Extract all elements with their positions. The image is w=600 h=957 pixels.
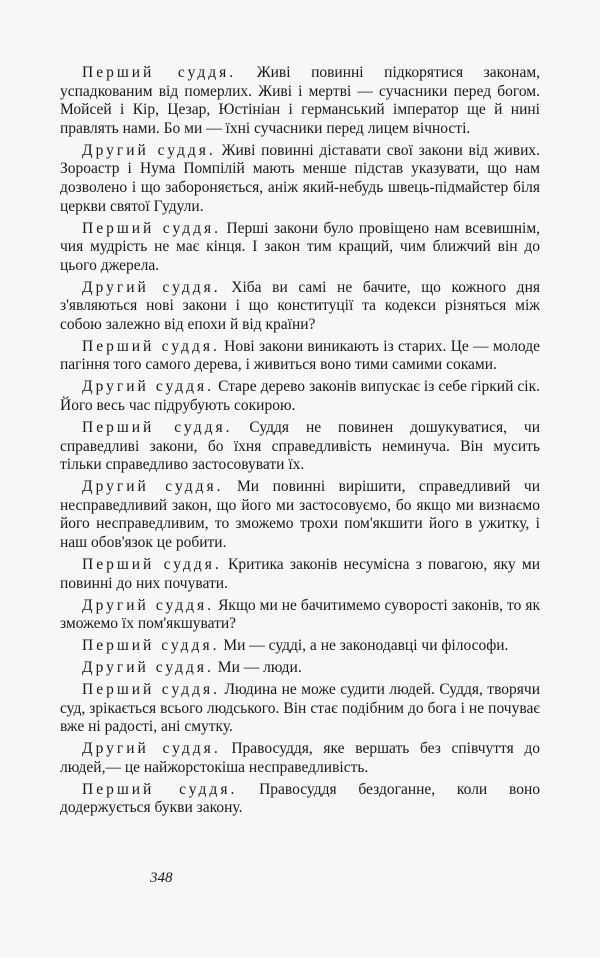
dialogue-paragraph [60,478,540,552]
speaker-name: Перший суддя. [82,219,222,237]
dialogue-line: Правосуддя, яке вершать без співчуття до людей,— це найжорстокіша несправедливість. [60,740,541,776]
dialogue-paragraph [60,220,540,276]
dialogue-paragraph [60,740,540,777]
dialogue-line: Ми повинні вирішити, справедливий чи несправедливий закон, що його ми застосовуємо, бо якщо ми визнаємо його несправедливим, то зможемо трохи пом'якшити його в ужитку, і наш обов'язок це робити. [60,478,541,551]
dialogue-line: Людина не може судити людей. Суддя, творячи суд, зрікається всього людського. Він стає подібним до бога і не почуває вже ні радості, ані смутку. [60,681,541,736]
speaker-name: Перший суддя. [82,780,238,798]
dialogue-paragraph [60,378,540,415]
dialogue-line: Старе дерево законів випускає із себе гіркий сік. Його весь час підрубують сокирою. [60,378,540,415]
speaker-name: Перший суддя. [82,64,237,81]
speaker-name: Перший суддя. [82,337,220,355]
dialogue-line: Хіба ви самі не бачите, що кожного дня з'являються нові закони і що конституції та кодекси різняться між собою залежно від епохи й від країни? [60,278,540,333]
dialogue-line: Правосуддя бездоганне, коли воно додержується букви закону. [60,780,540,817]
dialogue-line: Живі повинні діставати свої закони від живих. Зороастр і Нума Помпілій мають менше підстав указувати, що нам дозволено і що забороняється, аніж який-небудь швець-підмайстер біля церкви святої Гудули. [60,141,541,215]
dialogue-paragraph [60,419,540,475]
speaker-name: Другий суддя. [82,659,214,677]
dialogue-paragraph [60,659,540,678]
speaker-name: Другий суддя. [82,378,215,396]
speaker-name: Другий суддя. [82,740,221,758]
dialogue-paragraph [60,781,540,818]
dialogue-paragraph [60,637,540,656]
speaker-name: Другий суддя. [82,478,224,496]
speaker-name: Другий суддя. [82,141,216,159]
dialogue-paragraph [60,338,540,375]
speaker-name: Перший суддя. [82,681,221,699]
speaker-name: Другий суддя. [82,278,221,296]
dialogue-paragraph [60,279,540,335]
dialogue-paragraph [60,556,540,593]
dialogue-paragraph [60,64,540,138]
dialogue-line: Критика законів несумісна з повагою, яку ми повинні до них почувати. [60,555,540,592]
dialogue-line: Якщо ми не бачитимемо суворості законів, то як зможемо їх пом'якшувати? [60,596,541,633]
page-number: 348 [150,870,173,886]
speaker-name: Перший суддя. [82,637,220,655]
dialogue-line: Суддя не повинен дошукуватися, чи справедливі закони, бо їхня справедливість неминуча. Він мусить тільки справедливо застосовувати їх. [60,419,541,474]
speaker-name: Другий суддя. [82,596,215,614]
dialogue-line: Ми — судді, а не законодавці чи філософи. [223,637,509,655]
speaker-name: Перший суддя. [82,419,233,437]
dialogue-line: Живі повинні підкорятися законам, успадкованим від померлих. Живі і мертві — сучасники перед богом. Мойсей і Кір, Цезар, Юстініан і германський імператор ще й нині правлять нами. Бо ми — їхні сучасники перед лицем вічності. [60,64,541,137]
dialogue-paragraph [60,142,540,216]
speaker-name: Перший суддя. [82,555,222,573]
dialogue-line: Перші закони було провіщено нам всевишнім, чия мудрість не має кінця. І закон тим кращий, чим ближчий він до цього джерела. [60,219,541,274]
dialogue-line: Нові закони виникають із старих. Це — молоде пагіння того самого дерева, і живиться воно тими самими соками. [60,337,541,374]
dialogue-paragraph [60,597,540,634]
dialogue-line: Ми — люди. [217,659,302,677]
dialogue-paragraph [60,681,540,737]
dialogue-text [60,64,540,821]
